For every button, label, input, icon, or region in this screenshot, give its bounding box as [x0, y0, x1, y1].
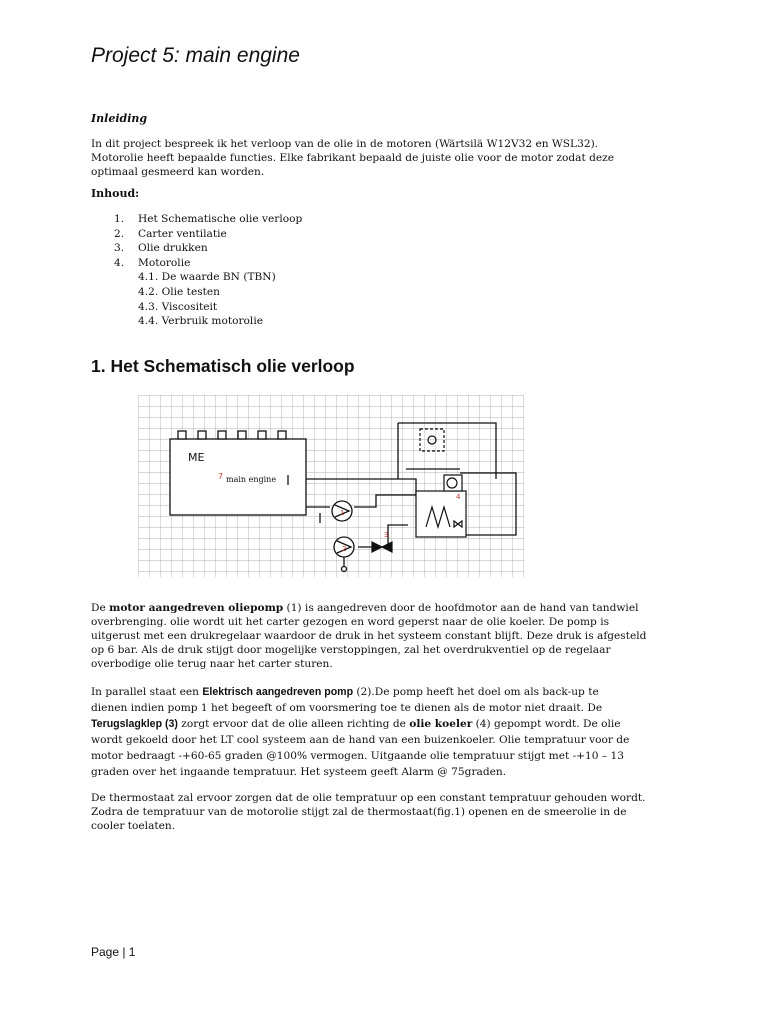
paragraph-line: wordt gekoeld door het LT cool systeem aan de hand van een buizenkoeler. Olie tempratuur voor de	[91, 734, 630, 746]
bold-term: olie koeler	[409, 718, 473, 730]
electric-pump-paragraph	[91, 684, 691, 780]
paragraph-line	[91, 684, 691, 700]
paragraph-line: De thermostaat zal ervoor zorgen dat de olie tempratuur op een constant tempratuur gehouden wordt.	[91, 792, 646, 804]
toc-label: Het Schematische olie verloop	[138, 213, 303, 225]
text-run: (1) is aangedreven door de hoofdmotor aan de hand van tandwiel	[283, 602, 639, 614]
toc-subitem: 4.1. De waarde BN (TBN)	[138, 271, 276, 284]
toc-num: 2.	[114, 227, 125, 240]
toc-subitem: 4.3. Viscositeit	[138, 300, 218, 313]
toc-label: Carter ventilatie	[138, 227, 227, 240]
engine-block	[170, 431, 306, 515]
toc-subitem: 4.4. Verbruik motorolie	[138, 315, 263, 328]
section-heading: 1. Het Schematisch olie verloop	[91, 356, 355, 376]
text-run: De	[91, 602, 110, 614]
toc-num: 3.	[114, 242, 125, 255]
intro-line: optimaal gesmeerd kan worden.	[91, 166, 265, 178]
toc-num: 4.	[114, 256, 125, 269]
paragraph-line: Zodra de tempratuur van de motorolie stijgt zal de thermostaat(fig.1) openen en de smeerolie in de	[91, 806, 627, 818]
bold-term: motor aangedreven oliepomp	[109, 602, 284, 614]
me-label: ME	[188, 451, 205, 464]
intro-line: In dit project bespreek ik het verloop van de olie in de motoren (Wärtsilä W12V32 en WSL32).	[91, 138, 599, 150]
paragraph-line: dienen indien pomp 1 het begeeft of om voorsmering toe te dienen als de motor niet draait. De	[91, 702, 603, 714]
text-run: (2).De pomp heeft het doel om als back-up te	[353, 686, 599, 698]
label-4: 4	[456, 493, 461, 501]
toc-item	[114, 241, 302, 256]
toc-label: Motorolie	[138, 256, 191, 269]
engine-label: main engine	[226, 475, 277, 484]
label-3: 3	[384, 531, 389, 539]
paragraph-line	[91, 716, 691, 732]
table-of-contents	[114, 212, 302, 329]
intro-line: Motorolie heeft bepaalde functies. Elke fabrikant bepaald de juiste olie voor de motor zodat deze	[91, 152, 615, 164]
paragraph-line	[91, 601, 691, 615]
page-number: Page | 1	[91, 945, 136, 959]
intro-heading: Inleiding	[91, 112, 148, 125]
toc-item	[114, 256, 302, 271]
text-run: (4) gepompt wordt. De olie	[472, 718, 621, 730]
text-run: In parallel staat een	[91, 686, 203, 698]
bold-term: Elektrisch aangedreven pomp	[202, 686, 354, 698]
paragraph-line: motor bedraagt -+60-65 graden @100% vermogen. Uitgaande olie tempratuur stijgt met -+10 – 13	[91, 750, 625, 762]
toc-heading: Inhoud:	[91, 187, 140, 200]
paragraph-line: graden over het ingaande tempratuur. Het systeem geeft Alarm @ 75graden.	[91, 766, 507, 778]
thermostat-paragraph	[91, 791, 691, 833]
paragraph-line: op 6 bar. Als de druk stijgt door mogelijke verstoppingen, zal het overdrukventiel op de regelaar	[91, 644, 611, 656]
toc-label: Olie drukken	[138, 242, 208, 255]
label-7: 7	[218, 472, 224, 481]
bold-term: Terugslagklep (3)	[91, 718, 178, 730]
pump-paragraph	[91, 601, 691, 671]
oil-system-diagram	[138, 395, 524, 577]
label-2: 2	[342, 545, 347, 553]
intro-paragraph	[91, 137, 691, 179]
toc-num: 1.	[114, 213, 125, 225]
paragraph-line: uitgerust met een drukregelaar waardoor de druk in het systeem constant blijft. Deze druk is afgesteld	[91, 630, 647, 642]
text-run: zorgt ervoor dat de olie alleen richting de	[177, 718, 410, 730]
paragraph-line: overbrenging. olie wordt uit het carter gezogen en word geperst naar de olie koeler. De pomp is	[91, 616, 610, 628]
paragraph-line: cooler toelaten.	[91, 820, 176, 832]
toc-item	[114, 227, 302, 242]
label-1: 1	[340, 509, 345, 517]
toc-item	[114, 212, 302, 227]
page-title: Project 5: main engine	[91, 44, 300, 67]
toc-subitem: 4.2. Olie testen	[138, 285, 220, 298]
paragraph-line: overbodige olie terug naar het carter sturen.	[91, 658, 333, 670]
